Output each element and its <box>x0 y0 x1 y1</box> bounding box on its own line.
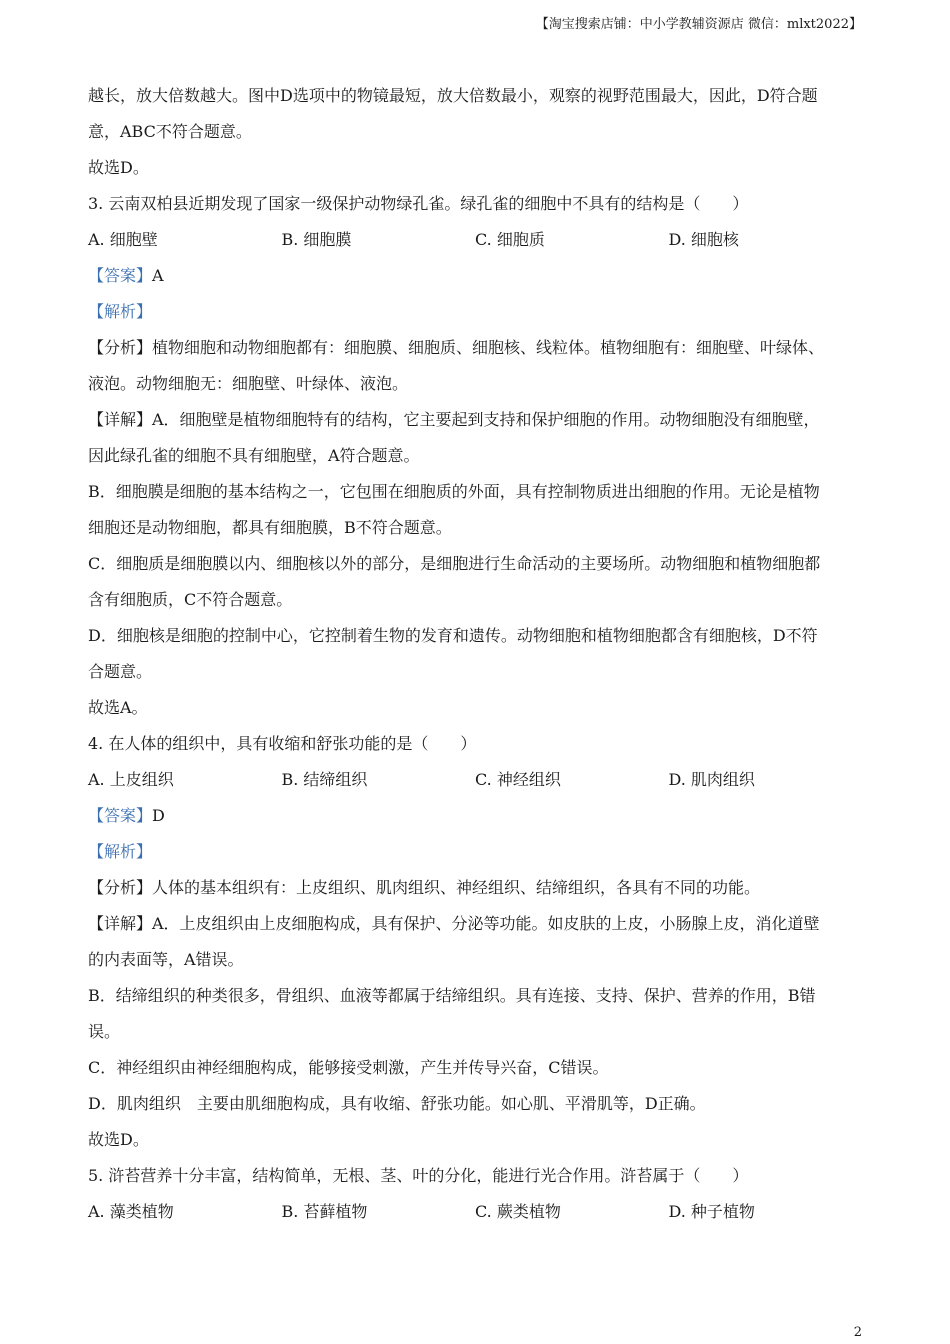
analysis-line: 故选D。 <box>88 1130 149 1149</box>
analysis-line: 液泡。动物细胞无：细胞壁、叶绿体、液泡。 <box>88 374 409 393</box>
question-5-options <box>88 1194 862 1230</box>
analysis-line: 【详解】A．细胞壁是植物细胞特有的结构，它主要起到支持和保护细胞的作用。动物细胞没有细胞壁， <box>88 410 820 429</box>
option-b: B. 结缔组织 <box>281 770 368 789</box>
question-3-stem: 3. 云南双柏县近期发现了国家一级保护动物绿孔雀。绿孔雀的细胞中不具有的结构是（ ） <box>88 194 749 213</box>
question-5-stem: 5. 浒苔营养十分丰富，结构简单，无根、茎、叶的分化，能进行光合作用。浒苔属于（ ） <box>88 1166 749 1185</box>
option-a: A. 藻类植物 <box>88 1202 174 1221</box>
option-a: A. 细胞壁 <box>88 230 158 249</box>
analysis-line: D．肌肉组织 主要由肌细胞构成，具有收缩、舒张功能。如心肌、平滑肌等，D正确。 <box>88 1094 706 1113</box>
option-c: C. 细胞质 <box>475 230 545 249</box>
analysis-line: C．神经组织由神经细胞构成，能够接受刺激，产生并传导兴奋，C错误。 <box>88 1058 609 1077</box>
analysis-line: D．细胞核是细胞的控制中心，它控制着生物的发育和遗传。动物细胞和植物细胞都含有细胞核，D不符 <box>88 626 818 645</box>
question-4-options <box>88 762 862 798</box>
option-a: A. 上皮组织 <box>88 770 174 789</box>
analysis-line: B．结缔组织的种类很多，骨组织、血液等都属于结缔组织。具有连接、支持、保护、营养的作用，B错 <box>88 986 816 1005</box>
analysis-line: 含有细胞质，C不符合题意。 <box>88 590 293 609</box>
analysis-line: 故选A。 <box>88 698 148 717</box>
option-c: C. 蕨类植物 <box>475 1202 561 1221</box>
analysis-line: 误。 <box>88 1022 121 1041</box>
option-d: D. 种子植物 <box>668 1202 755 1221</box>
answer-tag: 【答案】 <box>88 806 153 825</box>
text-line: 越长，放大倍数越大。图中D选项中的物镜最短，放大倍数最小，观察的视野范围最大，因此，D符合题 <box>88 86 818 105</box>
option-d: D. 肌肉组织 <box>668 770 755 789</box>
analysis-line: 【详解】A．上皮组织由上皮细胞构成，具有保护、分泌等功能。如皮肤的上皮，小肠腺上皮，消化道壁 <box>88 914 820 933</box>
page-header: 【淘宝搜索店铺：中小学教辅资源店 微信：mlxt2022】 <box>535 17 862 32</box>
analysis-line: 细胞还是动物细胞，都具有细胞膜，B不符合题意。 <box>88 518 452 537</box>
option-b: B. 苔藓植物 <box>281 1202 368 1221</box>
text-line: 意，ABC不符合题意。 <box>88 122 252 141</box>
question-3-answer <box>88 258 862 294</box>
analysis-tag: 【解析】 <box>88 302 153 321</box>
text-line: 故选D。 <box>88 158 149 177</box>
analysis-line: 因此绿孔雀的细胞不具有细胞壁，A符合题意。 <box>88 446 420 465</box>
analysis-line: 【分析】植物细胞和动物细胞都有：细胞膜、细胞质、细胞核、线粒体。植物细胞有：细胞壁、叶绿体、 <box>88 338 825 357</box>
document-body <box>88 78 862 1230</box>
analysis-line: C．细胞质是细胞膜以内、细胞核以外的部分，是细胞进行生命活动的主要场所。动物细胞和植物细胞都 <box>88 554 821 573</box>
analysis-line: 合题意。 <box>88 662 153 681</box>
question-3-options <box>88 222 862 258</box>
option-b: B. 细胞膜 <box>281 230 352 249</box>
question-4-stem: 4. 在人体的组织中，具有收缩和舒张功能的是（ ） <box>88 734 477 753</box>
question-4-answer <box>88 798 862 834</box>
analysis-line: B．细胞膜是细胞的基本结构之一，它包围在细胞质的外面，具有控制物质进出细胞的作用。无论是植物 <box>88 482 820 501</box>
analysis-tag: 【解析】 <box>88 842 153 861</box>
answer-value: D <box>152 806 165 825</box>
option-c: C. 神经组织 <box>475 770 561 789</box>
answer-tag: 【答案】 <box>88 266 153 285</box>
answer-value: A <box>152 266 164 285</box>
analysis-line: 的内表面等，A错误。 <box>88 950 244 969</box>
page-number: 2 <box>853 1325 862 1340</box>
option-d: D. 细胞核 <box>668 230 739 249</box>
analysis-line: 【分析】人体的基本组织有：上皮组织、肌肉组织、神经组织、结缔组织，各具有不同的功能。 <box>88 878 761 897</box>
